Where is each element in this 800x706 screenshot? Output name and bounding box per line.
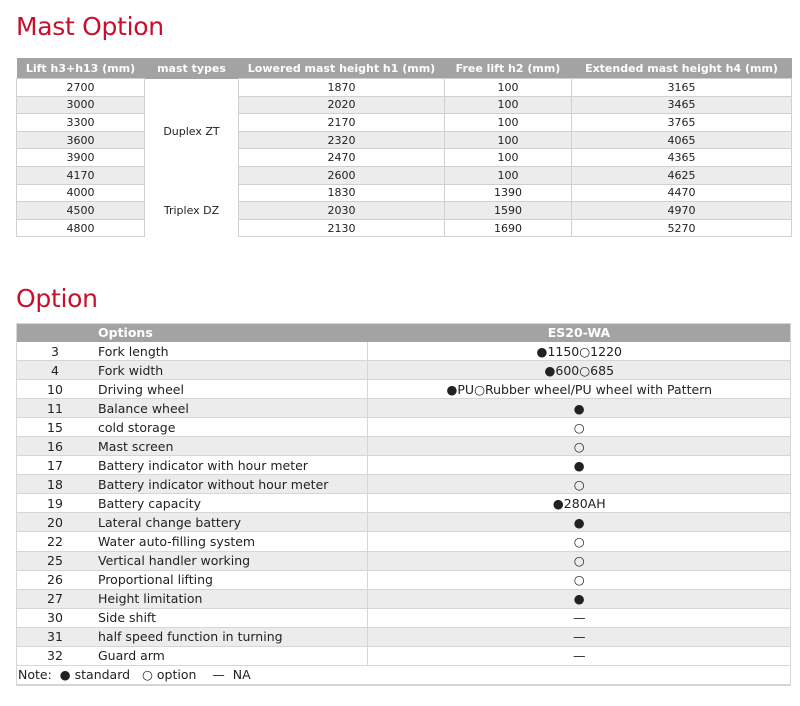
option-number: 4 — [16, 361, 94, 380]
header-model: ES20-WA — [367, 323, 791, 342]
extended-height-cell: 4970 — [572, 202, 792, 220]
free-lift-cell: 100 — [445, 131, 572, 149]
option-number: 27 — [16, 589, 94, 608]
extended-height-cell: 3165 — [572, 79, 792, 97]
lowered-height-cell: 2470 — [239, 149, 445, 167]
option-number: 10 — [16, 380, 94, 399]
table-row — [17, 79, 792, 97]
option-number: 11 — [16, 399, 94, 418]
lift-cell: 4500 — [17, 202, 145, 220]
option-value: ● — [367, 399, 791, 418]
option-name: Guard arm — [94, 646, 367, 665]
table-row — [16, 456, 791, 475]
option-value: ●280AH — [367, 494, 791, 513]
free-lift-cell: 100 — [445, 114, 572, 132]
option-number: 16 — [16, 437, 94, 456]
lowered-height-cell: 1830 — [239, 184, 445, 202]
option-value: ○ — [367, 570, 791, 589]
option-value: ● — [367, 589, 791, 608]
option-value: — — [367, 646, 791, 665]
option-value: ○ — [367, 475, 791, 494]
option-value: — — [367, 627, 791, 646]
extended-height-cell: 4470 — [572, 184, 792, 202]
option-name: half speed function in turning — [94, 627, 367, 646]
option-name: Battery capacity — [94, 494, 367, 513]
free-lift-cell: 1590 — [445, 202, 572, 220]
mast-table-body — [17, 79, 792, 237]
table-row — [17, 219, 792, 237]
extended-height-cell: 4365 — [572, 149, 792, 167]
lift-cell: 3900 — [17, 149, 145, 167]
option-value: ●1150○1220 — [367, 342, 791, 361]
lowered-height-cell: 2030 — [239, 202, 445, 220]
mast-type-cell: Duplex ZT — [145, 79, 239, 185]
mast-table-header — [17, 58, 792, 79]
option-value: ● — [367, 456, 791, 475]
option-value: — — [367, 608, 791, 627]
option-name: Battery indicator without hour meter — [94, 475, 367, 494]
option-number: 18 — [16, 475, 94, 494]
header-lift: Lift h3+h13 (mm) — [17, 58, 145, 79]
lift-cell: 3600 — [17, 131, 145, 149]
option-value: ○ — [367, 551, 791, 570]
free-lift-cell: 1390 — [445, 184, 572, 202]
header-lowered-height: Lowered mast height h1 (mm) — [239, 58, 445, 79]
option-number: 25 — [16, 551, 94, 570]
option-value: ○ — [367, 437, 791, 456]
lift-cell: 3000 — [17, 96, 145, 114]
legend-row — [16, 665, 791, 684]
extended-height-cell: 4625 — [572, 166, 792, 184]
free-lift-cell: 1690 — [445, 219, 572, 237]
table-row — [17, 114, 792, 132]
option-name: Fork length — [94, 342, 367, 361]
option-number: 31 — [16, 627, 94, 646]
option-name: Balance wheel — [94, 399, 367, 418]
free-lift-cell: 100 — [445, 96, 572, 114]
lift-cell: 4170 — [17, 166, 145, 184]
table-row — [17, 202, 792, 220]
lift-cell: 4000 — [17, 184, 145, 202]
lowered-height-cell: 1870 — [239, 79, 445, 97]
header-options: Options — [94, 323, 367, 342]
option-value: ●PU○Rubber wheel/PU wheel with Pattern — [367, 380, 791, 399]
option-number: 19 — [16, 494, 94, 513]
table-row — [16, 437, 791, 456]
header-number — [16, 323, 94, 342]
table-row — [16, 551, 791, 570]
free-lift-cell: 100 — [445, 79, 572, 97]
table-row — [17, 96, 792, 114]
option-value: ● — [367, 513, 791, 532]
extended-height-cell: 3765 — [572, 114, 792, 132]
table-row — [17, 149, 792, 167]
lowered-height-cell: 2600 — [239, 166, 445, 184]
table-row — [16, 570, 791, 589]
option-table — [16, 323, 791, 685]
option-number: 3 — [16, 342, 94, 361]
lowered-height-cell: 2130 — [239, 219, 445, 237]
lift-cell: 2700 — [17, 79, 145, 97]
table-row — [16, 532, 791, 551]
free-lift-cell: 100 — [445, 149, 572, 167]
lift-cell: 3300 — [17, 114, 145, 132]
option-value: ●600○685 — [367, 361, 791, 380]
table-row — [16, 589, 791, 608]
table-row — [16, 418, 791, 437]
lowered-height-cell: 2020 — [239, 96, 445, 114]
option-value: ○ — [367, 418, 791, 437]
option-number: 15 — [16, 418, 94, 437]
table-row — [16, 475, 791, 494]
table-row — [16, 627, 791, 646]
option-name: Battery indicator with hour meter — [94, 456, 367, 475]
lowered-height-cell: 2170 — [239, 114, 445, 132]
option-number: 30 — [16, 608, 94, 627]
lowered-height-cell: 2320 — [239, 131, 445, 149]
table-row — [16, 399, 791, 418]
mast-option-title: Mast Option — [16, 12, 164, 41]
table-row — [16, 380, 791, 399]
extended-height-cell: 3465 — [572, 96, 792, 114]
option-name: Driving wheel — [94, 380, 367, 399]
option-value: ○ — [367, 532, 791, 551]
free-lift-cell: 100 — [445, 166, 572, 184]
option-table-body — [16, 342, 791, 684]
option-table-header — [16, 323, 791, 342]
option-name: cold storage — [94, 418, 367, 437]
table-row — [16, 513, 791, 532]
option-name: Side shift — [94, 608, 367, 627]
option-name: Height limitation — [94, 589, 367, 608]
option-number: 17 — [16, 456, 94, 475]
legend-note: Note: ● standard ○ option — NA — [16, 665, 791, 684]
table-row — [16, 361, 791, 380]
option-name: Vertical handler working — [94, 551, 367, 570]
table-row — [16, 608, 791, 627]
table-row — [16, 646, 791, 665]
option-number: 32 — [16, 646, 94, 665]
header-free-lift: Free lift h2 (mm) — [445, 58, 572, 79]
table-row — [16, 494, 791, 513]
header-mast-types: mast types — [145, 58, 239, 79]
option-name: Fork width — [94, 361, 367, 380]
mast-type-cell: Triplex DZ — [145, 184, 239, 237]
option-name: Lateral change battery — [94, 513, 367, 532]
table-row — [16, 342, 791, 361]
table-row — [17, 184, 792, 202]
option-name: Water auto-filling system — [94, 532, 367, 551]
option-number: 22 — [16, 532, 94, 551]
option-name: Mast screen — [94, 437, 367, 456]
table-row — [17, 131, 792, 149]
mast-option-table — [16, 58, 792, 237]
option-number: 20 — [16, 513, 94, 532]
option-number: 26 — [16, 570, 94, 589]
table-row — [17, 166, 792, 184]
lift-cell: 4800 — [17, 219, 145, 237]
option-name: Proportional lifting — [94, 570, 367, 589]
extended-height-cell: 5270 — [572, 219, 792, 237]
header-extended-height: Extended mast height h4 (mm) — [572, 58, 792, 79]
option-title: Option — [16, 284, 98, 313]
extended-height-cell: 4065 — [572, 131, 792, 149]
